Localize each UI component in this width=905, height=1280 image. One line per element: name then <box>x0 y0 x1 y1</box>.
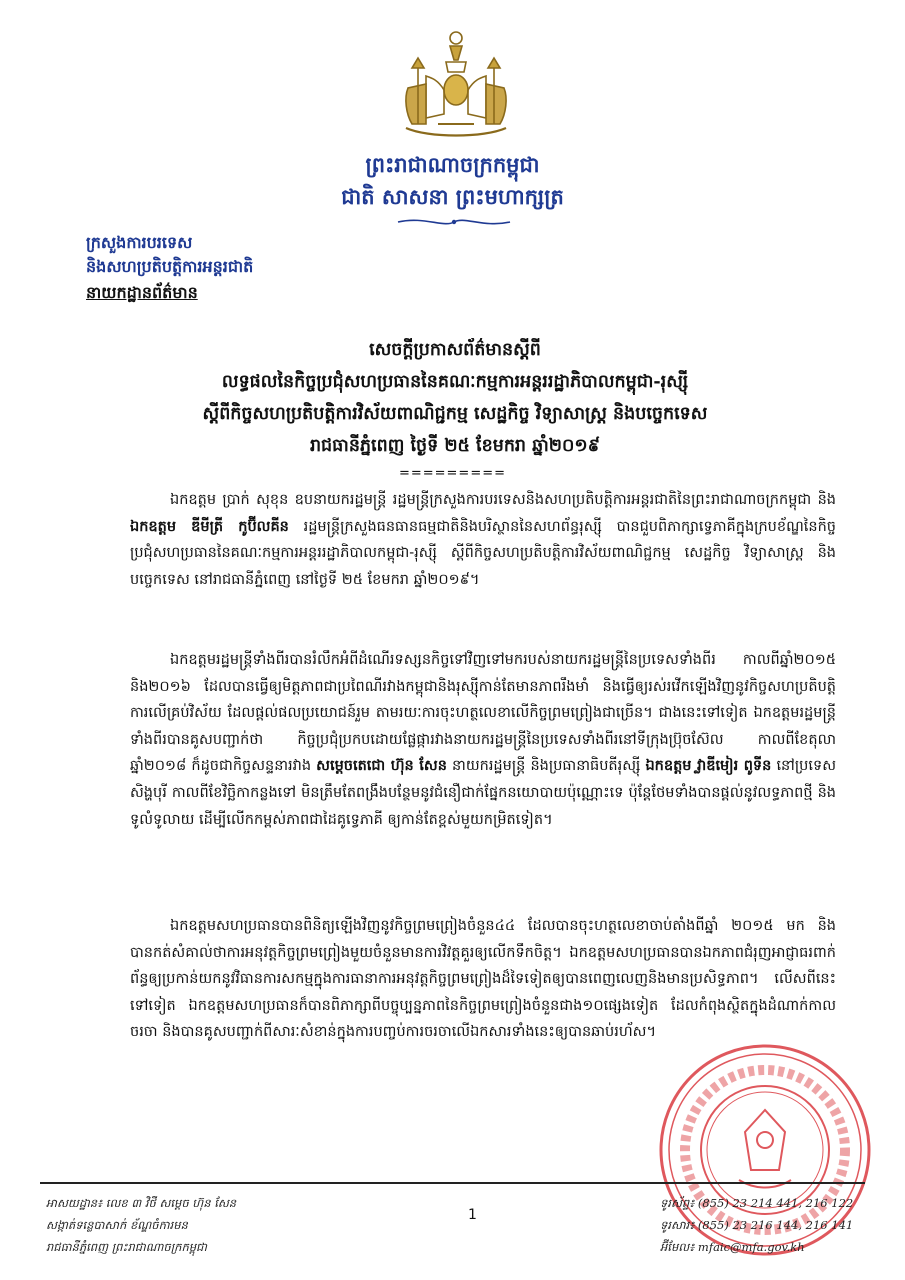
national-motto: ជាតិ សាសនា ព្រះមហាក្សត្រ <box>341 184 564 209</box>
paragraph-1-text-cont: រដ្ឋមន្ត្រីក្រសួងធនធានធម្មជាតិនិងបរិស្ថាននៃសហព័ន្ធរុស្ស៊ី បានជួបពិភាក្សាទ្វេភាគីក្នុងក្របខ័ណ្ឌនៃកិច្ចប្រជុំសហប្រធាននៃគណៈកម្មការអន្តររដ្ឋាភិបាលកម្ពុជា-រុស្ស៊ី ស្តីពីកិច្ចសហប្រតិបត្តិការវិស័យពាណិជ្ជកម្ម សេដ្ឋកិច្ច វិទ្យាសាស្ត្រ និងបច្ចេកទេស នៅរាជធានីភ្នំពេញ នៅថ្ងៃទី ២៥ ខែមករា ឆ្នាំ២០១៩។ <box>130 518 836 588</box>
kingdom-name: ព្រះរាជាណាចក្រកម្ពុជា <box>365 152 540 177</box>
document-title: សេចក្តីប្រកាសព័ត៌មានស្តីពី <box>369 340 541 360</box>
royal-arms-icon <box>398 28 514 140</box>
page-number: 1 <box>468 1207 477 1223</box>
paragraph-2-text: ឯកឧត្តមរដ្ឋមន្ត្រីទាំងពីរបានរំលឹកអំពីដំណើរទស្សនកិច្ចទៅវិញទៅមករបស់នាយករដ្ឋមន្ត្រីនៃប្រទេសទាំងពីរ កាលពីឆ្នាំ២០១៥ និង២០១៦ ដែលបានធ្វើឲ្យមិត្តភាពជាប្រពៃណីរវាងកម្ពុជានិងរុស្ស៊ីកាន់តែមានភាពរឹងមាំ និងធ្វើឲ្យរស់រវើកឡើងវិញនូវកិច្ចសហប្រតិបត្តិការលើគ្រប់វិស័យ ដែលផ្តល់ផលប្រយោជន៍រួម តាមរយៈការចុះហត្ថលេខាលើកិច្ចព្រមព្រៀងជាច្រើន។ ជាងនេះទៅទៀត ឯកឧត្តមរដ្ឋមន្ត្រីទាំងពីរបានគូសបញ្ជាក់ថា កិច្ចប្រជុំប្រកបដោយផ្លែផ្ការវាងនាយករដ្ឋមន្ត្រីនៃប្រទេសទាំងពីរនៅទីក្រុងប្រ៊ុចស៊ែល កាលពីខែតុលា ឆ្នាំ២០១៨ ក៏ដូចជាកិច្ចសន្ទនារវាង <box>130 652 836 775</box>
russian-president-name: ឯកឧត្តម វ្លាឌីមៀរ ពូទីន <box>645 757 772 775</box>
cambodian-pm-name: សម្តេចតេជោ ហ៊ុន សែន <box>316 757 447 775</box>
ministry-name-line1: ក្រសួងការបរទេស <box>86 233 193 252</box>
footer-address-line2: សង្កាត់ទន្លេបាសាក់ ខ័ណ្ឌចំការមន <box>46 1218 188 1232</box>
paragraph-1 <box>130 487 836 647</box>
ornament-divider-icon <box>394 216 514 228</box>
paragraph-2-text-end: នៅប្រទេសសិង្ហបុរី កាលពីខែវិច្ឆិកាកន្លងទៅ មិនត្រឹមតែពង្រឹងបន្ថែមនូវជំនឿជាក់ផ្នែកនយោបាយប៉ុណ្ណោះទេ ប៉ុន្តែថែមទាំងបានផ្តល់នូវលទ្ធភាពថ្មី និងទូលំទូលាយ ដើម្បីលើកកម្ពស់ភាពជាដៃគូទ្វេភាគី ឲ្យកាន់តែខ្ពស់មួយកម្រិតទៀត។ <box>130 758 836 828</box>
paragraph-3: ឯកឧត្តមសហប្រធានបានពិនិត្យឡើងវិញនូវកិច្ចព្រមព្រៀងចំនួន៤៤ ដែលបានចុះហត្ថលេខាចាប់តាំងពីឆ្នាំ ២០១៥ មក និងបានកត់សំគាល់ថាការអនុវត្តកិច្ចព្រមព្រៀងមួយចំនួនមានការវិវត្តគួរឲ្យលើកទឹកចិត្ត។ ឯកឧត្តមសហប្រធានបានឯកភាពជំរុញអាជ្ញាធរពាក់ព័ន្ធឲ្យប្រកាន់យកនូវវិធានការសកម្មក្នុងការធានាការអនុវត្តកិច្ចព្រមព្រៀងដ៏ទៃទៀតឲ្យបានពេញលេញនិងមានប្រសិទ្ធភាព។ លើសពីនេះទៅទៀត ឯកឧត្តមសហប្រធានក៏បានពិភាក្សាពីបច្ចុប្បន្នភាពនៃកិច្ចព្រមព្រៀងចំនួនជាង១០ផ្សេងទៀត ដែលកំពុងស្ថិតក្នុងដំណាក់កាលចរចា និងបានគូសបញ្ជាក់ពីសារៈសំខាន់ក្នុងការបញ្ចប់ការចរចាលើឯកសារទាំងនេះឲ្យបានឆាប់រហ័ស។ <box>130 918 836 1041</box>
footer-fax: ទូរសារ៖ (855) 23 216 144, 216 141 <box>660 1218 854 1232</box>
paragraph-1-text: ឯកឧត្តម ប្រាក់ សុខុន ឧបនាយករដ្ឋមន្ត្រី រដ្ឋមន្ត្រីក្រសួងការបរទេសនិងសហប្រតិបត្តិការអន្តរជាតិនៃព្រះរាជាណាចក្រកម្ពុជា និង <box>170 492 836 508</box>
title-separator: ========= <box>398 466 507 481</box>
footer-phone: ទូរស័ព្ទ៖ (855) 23 214 441, 216 122 <box>660 1196 854 1210</box>
footer-address-line3: រាជធានីភ្នំពេញ ព្រះរាជាណាចក្រកម្ពុជា <box>46 1240 207 1254</box>
paragraph-2 <box>130 647 836 913</box>
document-subtitle-line1: លទ្ធផលនៃកិច្ចប្រជុំសហប្រធាននៃគណៈកម្មការអន្តររដ្ឋាភិបាលកម្ពុជា-រុស្ស៊ី <box>221 372 689 392</box>
footer-email: អ៊ីមែល៖ mfaic@mfa.gov.kh <box>660 1240 805 1254</box>
ministry-name-line2: និងសហប្រតិបត្តិការអន្តរជាតិ <box>86 257 254 276</box>
document-date-line: រាជធានីភ្នំពេញ ថ្ងៃទី ២៥ ខែមករា ឆ្នាំ២០១៩ <box>309 436 601 456</box>
footer-address-line1: អាសយដ្ឋាន៖ លេខ ៣ វិថី សម្តេច ហ៊ុន សែន <box>46 1196 237 1210</box>
paragraph-2-text-cont: នាយករដ្ឋមន្ត្រី និងប្រធានាធិបតីរុស្ស៊ី <box>446 758 646 775</box>
russian-minister-name: ឯកឧត្តម ឌីមីត្រី កូប៊ីលគីន <box>130 517 289 535</box>
document-subtitle-line2: ស្តីពីកិច្ចសហប្រតិបត្តិការវិស័យពាណិជ្ជកម្ម សេដ្ឋកិច្ច វិទ្យាសាស្ត្រ និងបច្ចេកទេស <box>202 404 708 424</box>
department-name: នាយកដ្ឋានព័ត៌មាន <box>86 283 198 302</box>
footer-divider <box>40 1182 865 1184</box>
